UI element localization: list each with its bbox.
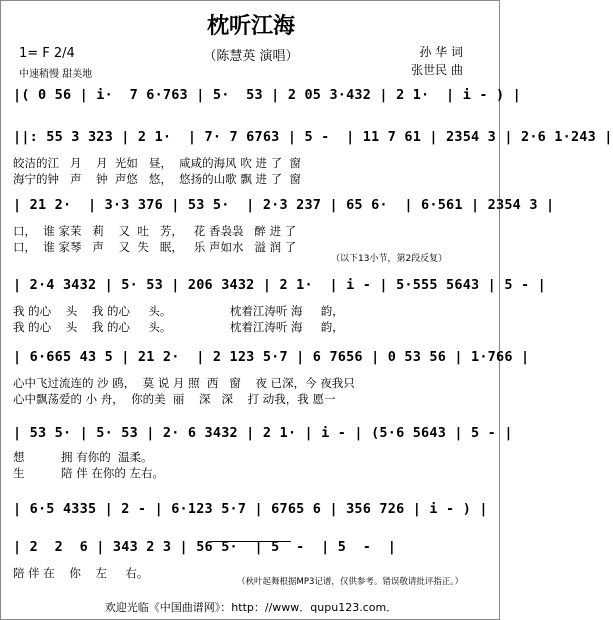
- staff-line: ||: 55 3 323 | 2 1· | 7· 7 6763 | 5 - | 11 7 61 | 2354 3 | 2·6 1·243 |: [13, 129, 613, 145]
- lyric-line: 我 的心 头 我 的心 头。 枕着江涛听 海 韵，: [13, 320, 344, 334]
- staff-line: | 2 2 6 | 343 2 3 | 56 5· | 5 - | 5 - |: [13, 539, 397, 555]
- tempo-marking: 中速稍慢 甜美地: [19, 69, 93, 80]
- lyric-line: 生 陪 伴 在你的 左右。: [13, 466, 165, 480]
- lyric-line: 海宁的钟 声 钟 声悠 悠， 悠扬的山歌 飘 进 了 窗: [13, 172, 301, 186]
- repeat-note: （以下13小节，第2段反复）: [331, 254, 448, 264]
- composer-credit: 张世民 曲: [411, 63, 463, 77]
- lyric-line: 陪 伴 在 你 左 右。: [13, 566, 149, 580]
- staff-line: | 53 5· | 5· 53 | 2· 6 3432 | 2 1· | i - | (5·6 5643 | 5 - |: [13, 425, 513, 441]
- staff-line: | 6·665 43 5 | 21 2· | 2 123 5·7 | 6 7656 | 0 53 56 | 1·766 |: [13, 349, 530, 365]
- lyric-line: 心中飞过流连的 沙 鸥， 莫 说 月 照 西 窗 夜 已深，今 夜我只: [13, 376, 355, 390]
- lyric-line: 口， 谁 家茉 莉 又 吐 芳， 花 香袅袅 醉 进 了: [13, 224, 297, 238]
- song-title: 枕听江海: [206, 13, 295, 39]
- key-signature: 1= F 2/4: [19, 46, 75, 61]
- performer-subtitle: （陈慧英 演唱）: [203, 49, 299, 64]
- ending-line: [211, 541, 291, 542]
- staff-line: | 2·4 3432 | 5· 53 | 206 3432 | 2 1· | i - | 5·555 5643 | 5 - |: [13, 277, 546, 293]
- lyricist-credit: 孙 华 词: [419, 45, 463, 59]
- staff-line: | 21 2· | 3·3 376 | 53 5· | 2·3 237 | 65 6· | 6·561 | 2354 3 |: [13, 197, 555, 213]
- staff-line: | 6·5 4335 | 2 - | 6·123 5·7 | 6765 6 | 356 726 | i - ) |: [13, 501, 488, 517]
- tail-note: （秋叶起舞根据MP3记谱，仅供参考。错误敬请批评指正。）: [237, 577, 464, 587]
- staff-line: |( 0 56 | i· 7 6·763 | 5· 53 | 2 05 3·432 | 2 1· | i - ) |: [13, 87, 521, 103]
- lyric-line: 心中飘荡爱的 小 舟， 你的美 丽 深 深 打 动我，我 愿一: [13, 392, 336, 406]
- site-footer: 欢迎光临《中国曲谱网》：http：//www．qupu123.com．: [104, 601, 398, 614]
- lyric-line: 我 的心 头 我 的心 头。 枕着江涛听 海 韵，: [13, 304, 344, 318]
- lyric-line: 皎洁的江 月 月 光如 昼， 咸咸的海风 吹 进 了 窗: [13, 156, 301, 170]
- lyric-line: 想 拥 有你的 温柔。: [13, 450, 153, 464]
- lyric-line: 口， 谁 家琴 声 又 失 眠， 乐 声如水 溢 润 了: [13, 240, 297, 254]
